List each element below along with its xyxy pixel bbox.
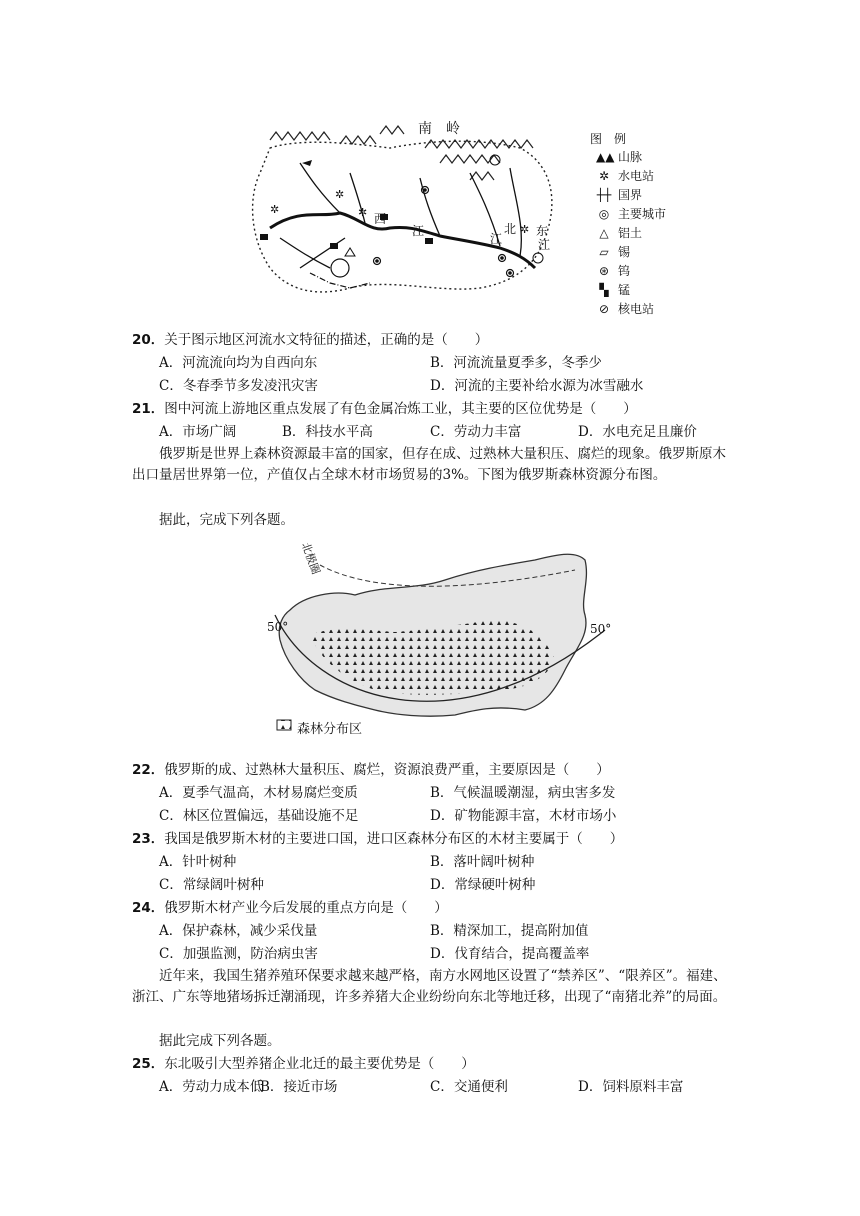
jiang-label-3: 江: [538, 238, 551, 252]
q21-option-c[interactable]: C．劳动力丰富: [430, 424, 522, 440]
lat-50-left: 50°: [267, 620, 289, 634]
question-25: 25．东北吸引大型养猪企业北迁的最主要优势是（ ）: [132, 1056, 475, 1072]
legend-label: 主要城市: [618, 207, 667, 221]
q21-option-a[interactable]: A．市场广阔: [159, 424, 237, 440]
legend-item: [596, 245, 630, 259]
legend-label: 锡: [618, 245, 631, 259]
legend-item: [596, 264, 630, 278]
instruction-2: 据此完成下列各题。: [159, 1033, 281, 1049]
legend-item: [596, 150, 642, 164]
legend-label: 水电站: [618, 169, 655, 183]
question-22: 22．俄罗斯的成、过熟林大量积压、腐烂，资源浪费严重，主要原因是（ ）: [132, 762, 610, 778]
q20-option-d[interactable]: D．河流的主要补给水源为冰雪融水: [430, 378, 644, 394]
lat-50-right: 50°: [590, 622, 612, 636]
legend-label: 山脉: [618, 150, 643, 164]
legend-item: [596, 188, 642, 202]
q23-option-c[interactable]: C．常绿阔叶树种: [159, 877, 264, 893]
q25-option-a[interactable]: A．劳动力成本低: [159, 1079, 264, 1095]
manganese-icon: ▚: [599, 283, 609, 297]
jiang-label-1: 江: [412, 224, 425, 238]
q20-option-b[interactable]: B．河流流量夏季多，冬季少: [430, 355, 602, 371]
hydro-station-icon: ✲: [598, 169, 610, 183]
nanling-label: 南 岭: [418, 121, 460, 137]
xi-label: 西: [374, 212, 387, 226]
q23-option-a[interactable]: A．针叶树种: [159, 854, 237, 870]
tungsten-icon: ⊛: [598, 264, 610, 278]
legend-label: 锰: [618, 283, 631, 297]
tin-icon: ▱: [599, 245, 609, 259]
bei-label: 北: [504, 222, 517, 236]
legend-item: [596, 226, 642, 240]
q24-option-d[interactable]: D．伐育结合，提高覆盖率: [430, 946, 590, 962]
legend-item: [596, 302, 654, 316]
arctic-circle-label: 北极圈: [298, 540, 323, 577]
legend-item: [596, 207, 666, 221]
mountain-icon: ▲▲: [596, 150, 615, 164]
q21-option-d[interactable]: D．水电充足且廉价: [578, 424, 697, 440]
legend-title: 图 例: [590, 132, 627, 146]
q25-option-b[interactable]: B．接近市场: [260, 1079, 338, 1095]
instruction-1: 据此，完成下列各题。: [159, 512, 294, 528]
question-23: 23．我国是俄罗斯木材的主要进口国，进口区森林分布区的木材主要属于（ ）: [132, 831, 624, 847]
svg-text:✲: ✲: [335, 188, 345, 201]
bauxite-icon: △: [599, 226, 609, 240]
question-24: 24．俄罗斯木材产业今后发展的重点方向是（ ）: [132, 900, 448, 916]
legend-item: [596, 283, 630, 297]
russia-forest-paragraph: 俄罗斯是世界上森林资源最丰富的国家，但存在成、过熟林大量积压、腐烂的现象。俄罗斯原木出口量居世界第一位，产值仅占全球木材市场贸易的3%。下图为俄罗斯森林资源分布图。: [132, 446, 726, 483]
q22-option-b[interactable]: B．气候温暖潮湿，病虫害多发: [430, 785, 616, 801]
pig-farming-paragraph: 近年来，我国生猪养殖环保要求越来越严格，南方水网地区设置了“禁养区”、“限养区”。福建、浙江、广东等地猪场拆迁潮涌现，许多养猪大企业纷纷向东北等地迁移，出现了“南猪北养”的局面。: [132, 968, 727, 1005]
q24-option-a[interactable]: A．保护森林，减少采伐量: [159, 923, 318, 939]
q23-option-b[interactable]: B．落叶阔叶树种: [430, 854, 535, 870]
border-icon: ┼┼: [596, 188, 612, 202]
question-21: 21．图中河流上游地区重点发展了有色金属冶炼工业，其主要的区位优势是（ ）: [132, 401, 637, 417]
legend-label: 铝土: [618, 226, 643, 240]
q20-option-a[interactable]: A．河流流向均为自西向东: [159, 355, 318, 371]
q21-option-b[interactable]: B．科技水平高: [282, 424, 373, 440]
legend-label: 国界: [618, 188, 643, 202]
q20-option-c[interactable]: C．冬春季节多发凌汛灾害: [159, 378, 318, 394]
legend-label: 钨: [618, 264, 631, 278]
svg-text:✲: ✲: [520, 223, 530, 236]
city-icon: ◎: [598, 207, 610, 221]
nuclear-icon: ⊘: [598, 302, 610, 316]
q25-option-d[interactable]: D．饲料原料丰富: [578, 1079, 684, 1095]
q22-option-c[interactable]: C．林区位置偏远，基础设施不足: [159, 808, 359, 824]
q24-option-c[interactable]: C．加强监测，防治病虫害: [159, 946, 318, 962]
pearl-river-map-drawing: [240, 118, 580, 318]
forest-legend-label: 森林分布区: [297, 722, 363, 737]
legend-item: [596, 169, 654, 183]
dong-label: 东: [536, 224, 549, 238]
svg-text:✲: ✲: [270, 203, 280, 216]
q25-option-c[interactable]: C．交通便利: [430, 1079, 508, 1095]
pearl-river-map: [240, 118, 580, 318]
question-20: 20．关于图示地区河流水文特征的描述，正确的是（ ）: [132, 332, 489, 348]
q22-option-d[interactable]: D．矿物能源丰富，木材市场小: [430, 808, 617, 824]
q23-option-d[interactable]: D．常绿硬叶树种: [430, 877, 536, 893]
q24-option-b[interactable]: B．精深加工，提高附加值: [430, 923, 589, 939]
q22-option-a[interactable]: A．夏季气温高，木材易腐烂变质: [159, 785, 358, 801]
russia-forest-map: [255, 540, 615, 750]
svg-text:✲: ✲: [358, 206, 368, 219]
jiang-label-2: 江: [490, 232, 503, 246]
legend-label: 核电站: [618, 302, 655, 316]
